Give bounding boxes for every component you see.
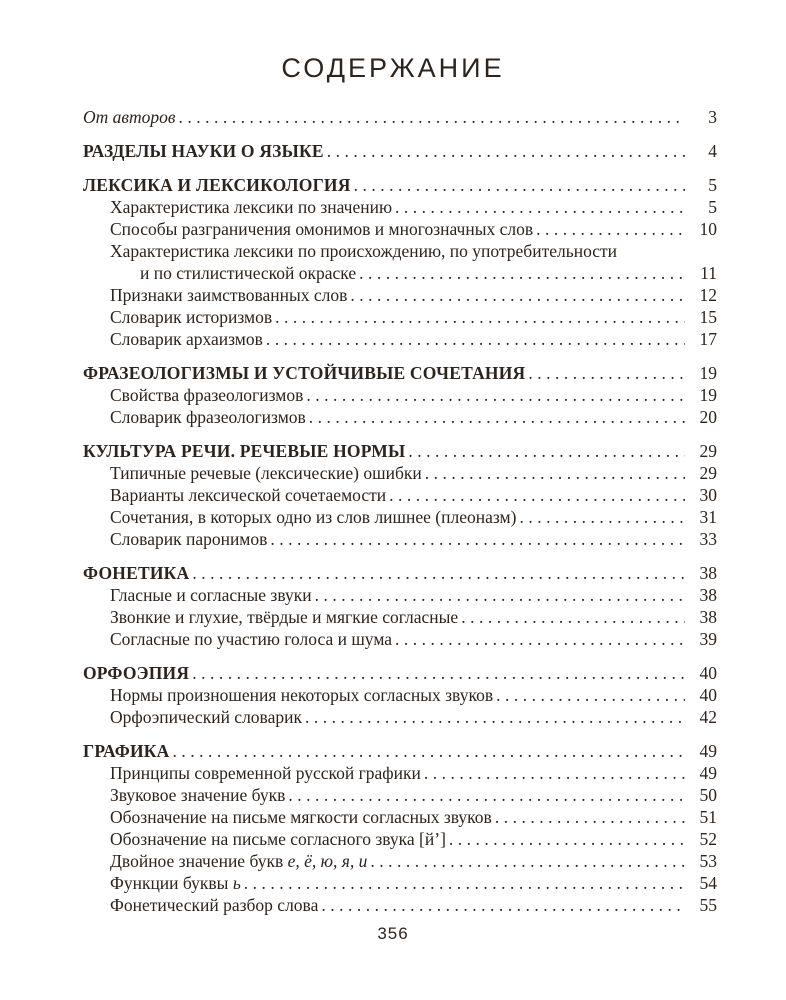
dot-leader <box>370 850 685 872</box>
entry-page: 50 <box>699 785 717 805</box>
dot-leader <box>461 606 685 628</box>
entry-page: 3 <box>708 107 717 127</box>
toc-entry <box>83 894 717 916</box>
entry-text: Функции буквы ь <box>110 873 241 893</box>
toc-entry <box>83 284 717 306</box>
entry-page: 20 <box>699 407 717 427</box>
entry-page: 31 <box>699 507 717 527</box>
dot-leader <box>305 706 685 728</box>
entry-page: 15 <box>699 307 717 327</box>
entry-page: 55 <box>699 895 717 915</box>
entry-page: 11 <box>700 263 717 283</box>
entry-page: 4 <box>708 141 717 161</box>
page-title: СОДЕРЖАНИЕ <box>281 53 505 83</box>
entry-text: Характеристика лексики по происхождению, по употребительности <box>110 241 618 261</box>
toc-entry <box>83 406 717 428</box>
entry-page: 42 <box>699 707 717 727</box>
dot-leader <box>408 440 685 462</box>
toc-entry <box>83 706 717 728</box>
entry-text: Нормы произношения некоторых согласных звуков <box>110 685 494 705</box>
entry-text: КУЛЬТУРА РЕЧИ. РЕЧЕВЫЕ НОРМЫ <box>83 441 406 461</box>
entry-text: Звонкие и глухие, твёрдые и мягкие согласные <box>110 607 459 627</box>
dot-leader <box>173 740 686 762</box>
entry-text: ЛЕКСИКА И ЛЕКСИКОЛОГИЯ <box>83 175 351 195</box>
toc-entry <box>83 218 717 240</box>
entry-text: ОРФОЭПИЯ <box>83 663 190 683</box>
dot-leader <box>395 196 685 218</box>
entry-text: Сочетания, в которых одно из слов лишнее (плеоназм) <box>110 507 517 527</box>
toc-entry <box>83 262 717 284</box>
entry-page: 52 <box>699 829 717 849</box>
dot-leader <box>495 806 685 828</box>
entry-text: Типичные речевые (лексические) ошибки <box>110 463 422 483</box>
entry-page: 5 <box>708 197 717 217</box>
toc-entry <box>83 240 717 262</box>
entry-page: 38 <box>699 585 717 605</box>
entry-page: 19 <box>699 363 717 383</box>
entry-page: 40 <box>699 663 717 683</box>
dot-leader <box>266 328 685 350</box>
entry-text: Признаки заимствованных слов <box>110 285 348 305</box>
dot-leader <box>288 784 685 806</box>
toc-entry <box>83 740 717 762</box>
toc-entry <box>83 384 717 406</box>
entry-text: ФОНЕТИКА <box>83 563 190 583</box>
entry-page: 39 <box>699 629 717 649</box>
entry-text: Звуковое значение букв <box>110 785 286 805</box>
toc-entry <box>83 140 717 162</box>
toc-entry <box>83 562 717 584</box>
toc-entry <box>83 872 717 894</box>
dot-leader <box>449 828 685 850</box>
entry-text: Характеристика лексики по значению <box>110 197 393 217</box>
toc-entry <box>83 762 717 784</box>
entry-page: 38 <box>699 607 717 627</box>
entry-page: 12 <box>699 285 717 305</box>
dot-leader <box>395 628 685 650</box>
toc-entry <box>83 528 717 550</box>
entry-text: Словарик паронимов <box>110 529 268 549</box>
dot-leader <box>244 872 685 894</box>
toc-entry <box>83 684 717 706</box>
toc-entry <box>83 806 717 828</box>
dot-leader <box>536 218 685 240</box>
entry-text: Согласные по участию голоса и шума <box>110 629 393 649</box>
toc-entry <box>83 606 717 628</box>
dot-leader <box>192 562 685 584</box>
entry-page: 30 <box>699 485 717 505</box>
entry-page: 53 <box>699 851 717 871</box>
entry-text: Свойства фразеологизмов <box>110 385 304 405</box>
toc-entry <box>83 174 717 196</box>
dot-leader <box>309 406 685 428</box>
dot-leader <box>321 894 685 916</box>
toc-list <box>83 106 717 916</box>
page-number: 356 <box>377 924 409 943</box>
entry-text: Словарик архаизмов <box>110 329 263 349</box>
entry-page: 29 <box>699 441 717 461</box>
toc-entry <box>83 662 717 684</box>
toc-entry <box>83 462 717 484</box>
entry-text: Способы разграничения омонимов и многозначных слов <box>110 219 534 239</box>
entry-page: 38 <box>699 563 717 583</box>
entry-text: Орфоэпический словарик <box>110 707 302 727</box>
dot-leader <box>306 384 685 406</box>
toc-entry <box>83 440 717 462</box>
entry-page: 10 <box>699 219 717 239</box>
dot-leader <box>178 106 685 128</box>
entry-text: Двойное значение букв е, ё, ю, я, и <box>110 851 368 871</box>
entry-page: 40 <box>699 685 717 705</box>
dot-leader <box>425 462 685 484</box>
entry-text: ФРАЗЕОЛОГИЗМЫ И УСТОЙЧИВЫЕ СОЧЕТАНИЯ <box>83 363 526 383</box>
toc-entry <box>83 306 717 328</box>
entry-text: ГРАФИКА <box>83 741 170 761</box>
toc-entry <box>83 362 717 384</box>
entry-text: Принципы современной русской графики <box>110 763 421 783</box>
dot-leader <box>315 584 685 606</box>
entry-text: Словарик историзмов <box>110 307 273 327</box>
entry-text: и по стилистической окраске <box>140 263 357 283</box>
entry-page: 54 <box>699 873 717 893</box>
entry-text: Фонетический разбор слова <box>110 895 319 915</box>
toc-entry <box>83 328 717 350</box>
entry-text: Словарик фразеологизмов <box>110 407 306 427</box>
toc-entry <box>83 106 717 128</box>
entry-page: 29 <box>699 463 717 483</box>
entry-page: 49 <box>699 741 717 761</box>
entry-text: От авторов <box>83 107 176 127</box>
entry-text: Гласные и согласные звуки <box>110 585 312 605</box>
dot-leader <box>389 484 685 506</box>
entry-text: Обозначение на письме согласного звука [й’] <box>110 829 446 849</box>
dot-leader <box>192 662 685 684</box>
entry-page: 5 <box>708 175 717 195</box>
entry-page: 49 <box>699 763 717 783</box>
toc-entry <box>83 506 717 528</box>
entry-page: 17 <box>699 329 717 349</box>
dot-leader <box>275 306 685 328</box>
entry-text: РАЗДЕЛЫ НАУКИ О ЯЗЫКЕ <box>83 141 324 161</box>
toc-entry <box>83 196 717 218</box>
toc-entry <box>83 828 717 850</box>
dot-leader <box>424 762 685 784</box>
dot-leader <box>519 506 685 528</box>
dot-leader <box>270 528 685 550</box>
toc-entry <box>83 850 717 872</box>
dot-leader <box>327 140 685 162</box>
toc-entry <box>83 784 717 806</box>
toc-entry <box>83 484 717 506</box>
dot-leader <box>496 684 685 706</box>
dot-leader <box>359 262 685 284</box>
entry-page: 51 <box>699 807 717 827</box>
dot-leader <box>528 362 685 384</box>
toc-entry <box>83 584 717 606</box>
dot-leader <box>354 174 685 196</box>
entry-text: Обозначение на письме мягкости согласных звуков <box>110 807 492 827</box>
entry-page: 19 <box>699 385 717 405</box>
toc-entry <box>83 628 717 650</box>
entry-text: Варианты лексической сочетаемости <box>110 485 387 505</box>
dot-leader <box>350 284 685 306</box>
entry-page: 33 <box>699 529 717 549</box>
